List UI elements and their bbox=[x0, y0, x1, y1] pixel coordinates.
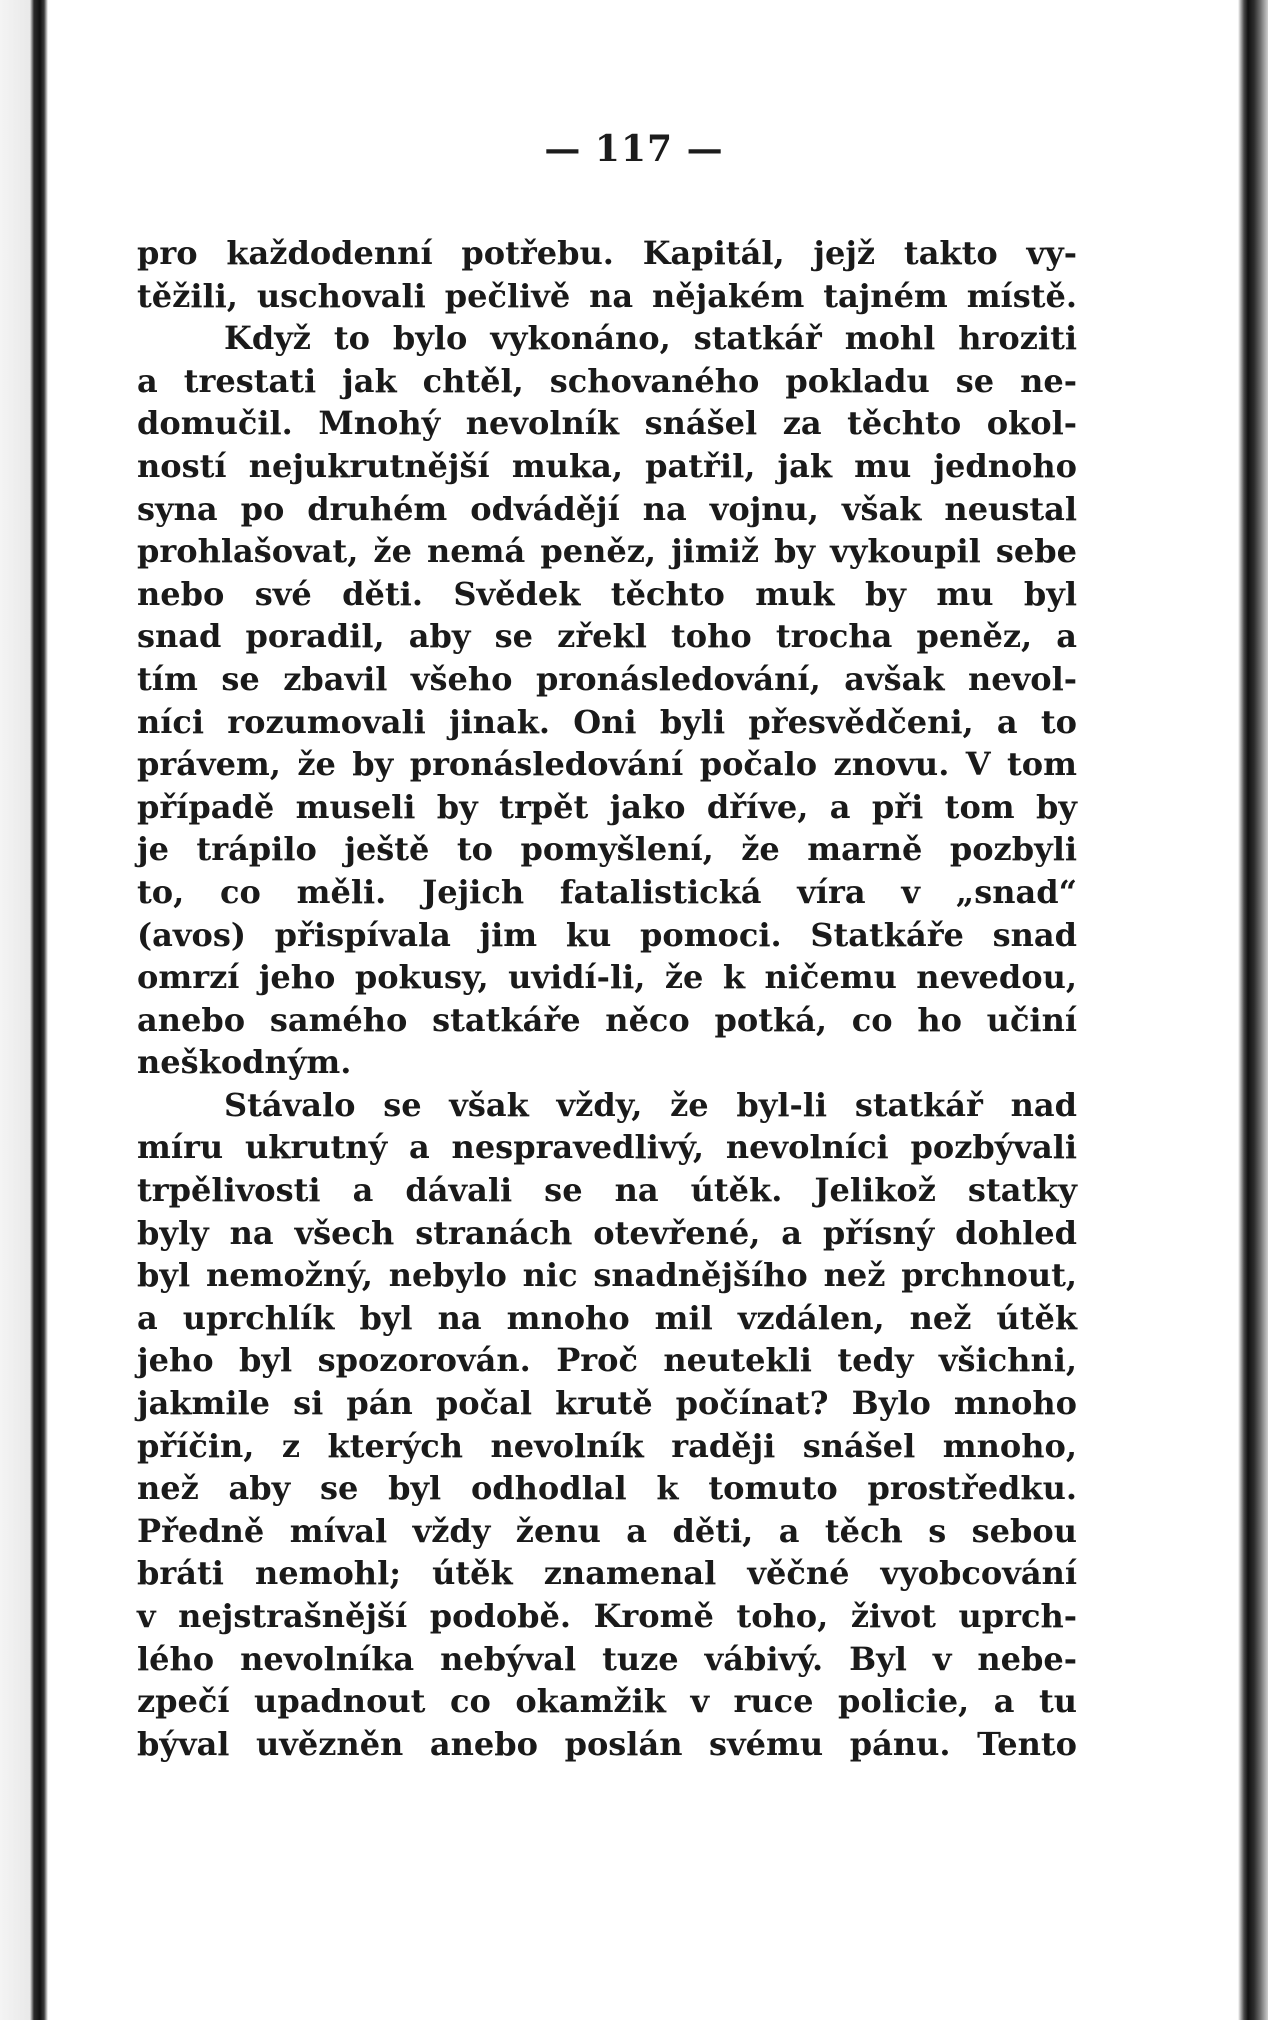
text-line: Když to bylo vykonáno, statkář mohl hroziti bbox=[224, 319, 1077, 358]
text-line: jakmile si pán počal krutě počínat? Bylo mnoho bbox=[137, 1384, 1077, 1423]
text-line: domučil. Mnohý nevolník snášel za těchto okol- bbox=[137, 404, 1077, 443]
text-line: omrzí jeho pokusy, uvidí-li, že k ničemu nevedou, bbox=[137, 958, 1077, 997]
text-line: neškodným. bbox=[137, 1043, 352, 1082]
text-line: to, co měli. Jejich fatalistická víra v „snad“ bbox=[137, 872, 1077, 911]
text-line: lého nevolníka nebýval tuze vábivý. Byl v nebe- bbox=[137, 1639, 1077, 1678]
text-line: případě museli by trpět jako dříve, a při tom by bbox=[137, 787, 1077, 826]
text-line: snad poradil, aby se zřekl toho trocha peněz, a bbox=[137, 617, 1077, 656]
text-line: syna po druhém odvádějí na vojnu, však neustal bbox=[137, 489, 1077, 528]
text-line: anebo samého statkáře něco potká, co ho učiní bbox=[137, 1000, 1077, 1039]
text-line: níci rozumovali jinak. Oni byli přesvědčeni, a to bbox=[137, 702, 1077, 741]
text-line: příčin, z kterých nevolník raději snášel mnoho, bbox=[137, 1426, 1077, 1465]
text-line: Předně míval vždy ženu a děti, a těch s sebou bbox=[137, 1511, 1077, 1550]
text-line: Stávalo se však vždy, že byl-li statkář nad bbox=[224, 1085, 1077, 1124]
text-line: nebo své děti. Svědek těchto muk by mu byl bbox=[137, 574, 1077, 613]
text-line: a uprchlík byl na mnoho mil vzdálen, než útěk bbox=[137, 1298, 1077, 1337]
text-line: ností nejukrutnější muka, patřil, jak mu jednoho bbox=[137, 446, 1077, 485]
text-line: trpělivosti a dávali se na útěk. Jelikož statky bbox=[137, 1171, 1077, 1210]
page-scan-edge bbox=[1238, 0, 1268, 2020]
text-line: v nejstrašnější podobě. Kromě toho, život uprch- bbox=[137, 1597, 1077, 1635]
text-line: a trestati jak chtěl, schovaného pokladu se ne- bbox=[137, 361, 1077, 400]
text-line: bráti nemohl; útěk znamenal věčné vyobcování bbox=[137, 1554, 1077, 1593]
text-line: než aby se byl odhodlal k tomuto prostředku. bbox=[137, 1469, 1077, 1508]
body-text bbox=[137, 232, 1077, 1765]
text-line: (avos) přispívala jim ku pomoci. Statkáře snad bbox=[137, 915, 1077, 954]
text-line: je trápilo ještě to pomyšlení, že marně pozbyli bbox=[137, 830, 1077, 869]
text-line: míru ukrutný a nespravedlivý, nevolníci pozbývali bbox=[137, 1128, 1077, 1167]
text-line: právem, že by pronásledování počalo znovu. V tom bbox=[137, 745, 1077, 784]
text-line: býval uvězněn anebo poslán svému pánu. Tento bbox=[137, 1724, 1077, 1763]
text-line: pro každodenní potřebu. Kapitál, jejž takto vy- bbox=[137, 234, 1077, 272]
text-line: těžili, uschovali pečlivě na nějakém tajném místě. bbox=[137, 276, 1077, 315]
text-line: zpečí upadnout co okamžik v ruce policie, a tu bbox=[137, 1682, 1077, 1721]
text-line: jeho byl spozorován. Proč neutekli tedy všichni, bbox=[137, 1341, 1077, 1380]
text-line: byl nemožný, nebylo nic snadnějšího než prchnout, bbox=[137, 1256, 1077, 1295]
text-line: byly na všech stranách otevřené, a přísný dohled bbox=[137, 1213, 1077, 1252]
text-line: tím se zbavil všeho pronásledování, avšak nevol- bbox=[137, 659, 1077, 698]
page-binding-edge bbox=[0, 0, 48, 2020]
page-number: — 117 — bbox=[544, 128, 724, 170]
text-line: prohlašovat, že nemá peněz, jimiž by vykoupil sebe bbox=[137, 532, 1077, 571]
